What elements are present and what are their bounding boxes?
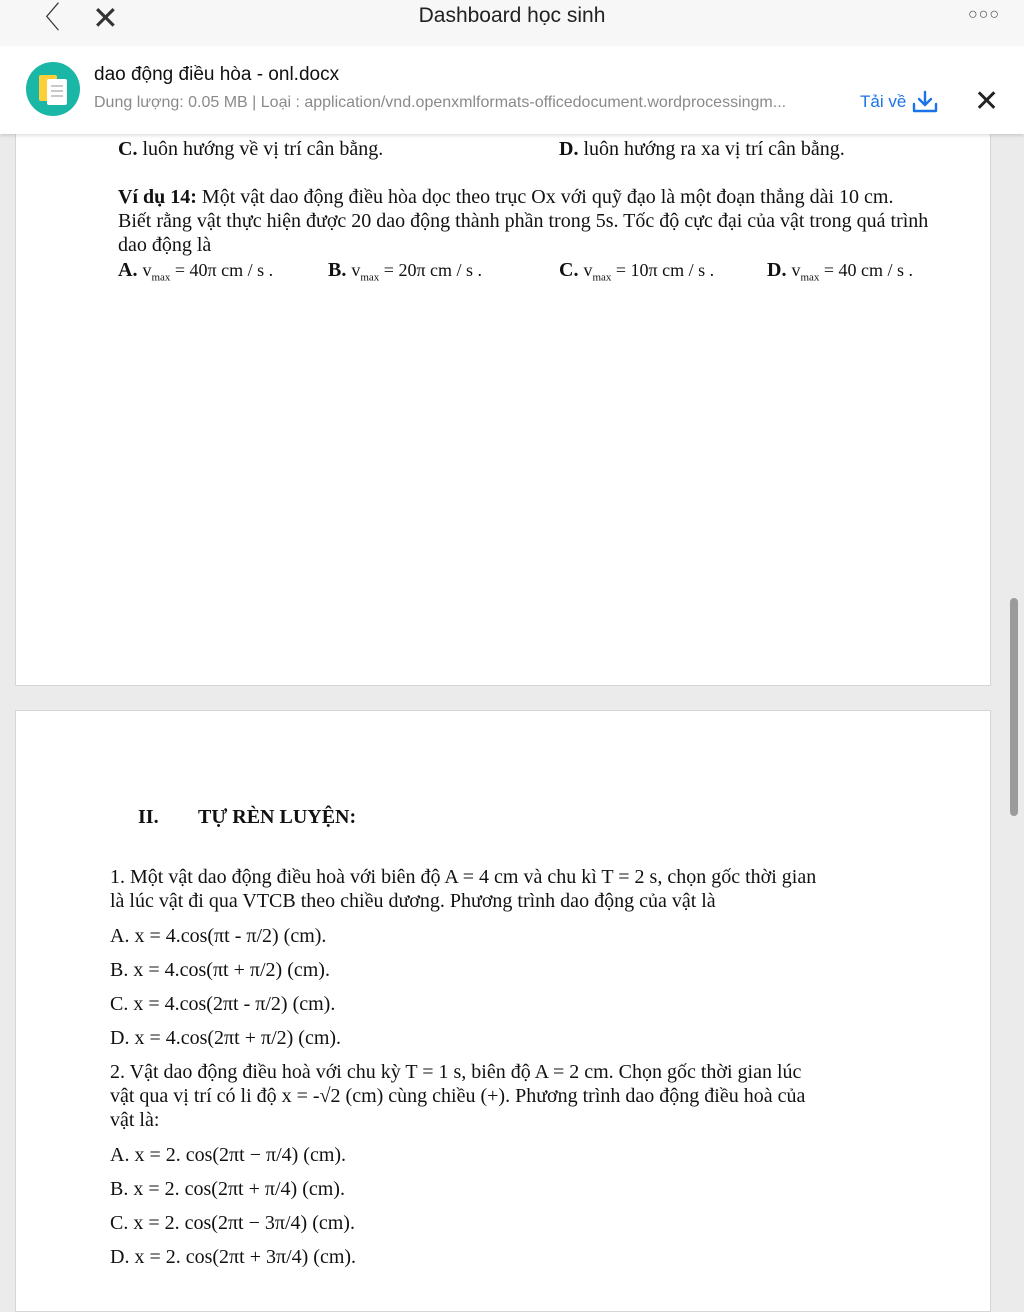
back-chevron-icon[interactable]: 〈 — [30, 2, 60, 35]
question-1-option: D. x = 4.cos(2πt + π/2) (cm). — [110, 1027, 342, 1049]
question-2-option: B. x = 2. cos(2πt + π/4) (cm). — [110, 1178, 345, 1200]
question-2-line-1: 2. Vật dao động điều hoà với chu kỳ T = 1 s, biên độ A = 2 cm. Chọn gốc thời gian lúc — [110, 1061, 802, 1083]
answer-b: B. $v_{max} = 20\pi$ cm / s . — [328, 259, 483, 284]
option-c-line: C. luôn hướng về vị trí cân bằng. — [118, 138, 384, 160]
answer-d: D. $v_{max} = 40$ cm / s . — [767, 259, 914, 284]
vertical-scrollbar[interactable] — [1010, 598, 1018, 816]
question-2-line-3: vật là: — [110, 1109, 160, 1131]
question-2-option: D. x = 2. cos(2πt + 3π/4) (cm). — [110, 1246, 357, 1268]
file-meta: Dung lượng: 0.05 MB | Loại : application/vnd.openxmlformats-officedocument.wordprocessingm... — [94, 94, 787, 111]
question-2-line-2: vật qua vị trí có li độ x = -√2 (cm) cùng chiều (+). Phương trình dao động điều hoà của — [110, 1085, 806, 1107]
answer-a: A. $v_{max} = 40\pi$ cm / s . — [118, 259, 274, 284]
question-1-line-1: 1. Một vật dao động điều hoà với biên độ A = 4 cm và chu kì T = 2 s, chọn gốc thời gian — [110, 866, 817, 888]
download-button[interactable] — [860, 90, 938, 114]
question-1-option: B. x = 4.cos(πt + π/2) (cm). — [110, 959, 330, 981]
question-2-option: C. x = 2. cos(2πt − 3π/4) (cm). — [110, 1212, 355, 1234]
document-page-2 — [15, 710, 991, 1312]
page-title: Dashboard học sinh — [418, 4, 606, 27]
top-nav-bar — [0, 0, 1024, 46]
document-file-icon — [26, 62, 80, 116]
example-14-line-3: dao động là — [118, 234, 212, 256]
question-1-option: A. x = 4.cos(πt - π/2) (cm). — [110, 925, 327, 947]
file-info-panel — [0, 46, 1024, 134]
download-label: Tải về — [860, 92, 907, 111]
document-page-1 — [15, 120, 991, 686]
question-1-option: C. x = 4.cos(2πt - π/2) (cm). — [110, 993, 336, 1015]
example-14-line-1: Ví dụ 14: Một vật dao động điều hòa dọc theo trục Ox với quỹ đạo là một đoạn thẳng dài 10 cm. — [118, 186, 894, 208]
more-options-icon[interactable]: ○○○ — [968, 6, 1000, 23]
close-file-icon[interactable]: ✕ — [974, 85, 1000, 118]
option-d-line: D. luôn hướng ra xa vị trí cân bằng. — [559, 138, 845, 160]
section-number: II. — [138, 806, 159, 828]
download-icon — [912, 90, 938, 114]
question-2-option: A. x = 2. cos(2πt − π/4) (cm). — [110, 1144, 347, 1166]
close-icon[interactable]: ✕ — [92, 0, 119, 36]
file-name: dao động điều hòa - onl.docx — [94, 64, 340, 85]
section-title: TỰ RÈN LUYỆN: — [198, 806, 357, 828]
question-1-line-2: là lúc vật đi qua VTCB theo chiều dương. Phương trình dao động của vật là — [110, 890, 716, 912]
answer-c: C. $v_{max} = 10\pi$ cm / s . — [559, 259, 715, 284]
example-14-line-2: Biết rằng vật thực hiện được 20 dao động thành phần trong 5s. Tốc độ cực đại của vật trong quá trình — [118, 210, 929, 232]
